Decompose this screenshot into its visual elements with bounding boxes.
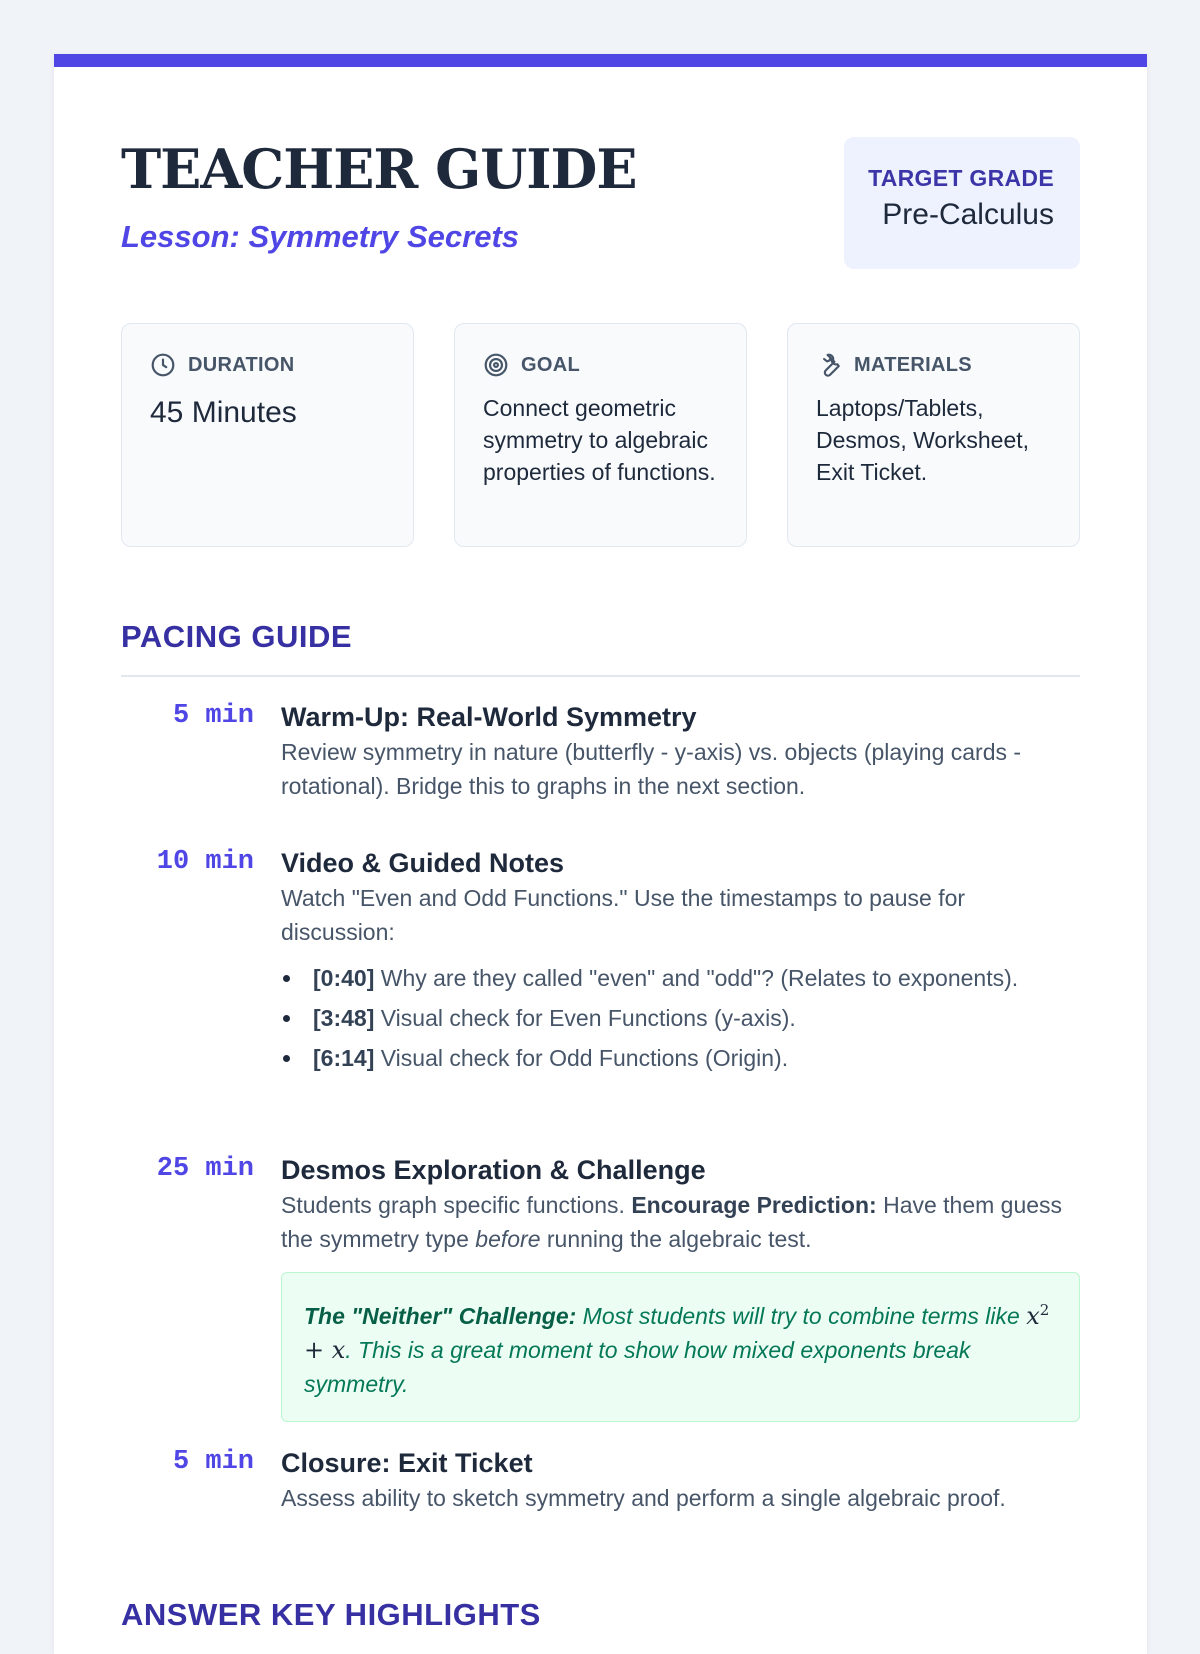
timestamp-list <box>281 961 1080 1075</box>
pacing-description: Review symmetry in nature (butterfly - y-axis) vs. objects (playing cards - rotational). Bridge this to graphs in the next section. <box>281 739 1022 799</box>
pacing-title: Closure: Exit Ticket <box>281 1448 533 1478</box>
answer-key-heading: ANSWER KEY HIGHLIGHTS <box>121 1597 541 1632</box>
goal-card <box>454 323 747 547</box>
pacing-description <box>281 1188 1080 1256</box>
goal-label: GOAL <box>521 353 580 376</box>
timestamp: [3:48] <box>313 1005 375 1031</box>
pacing-time: 25 min <box>156 1154 254 1184</box>
pacing-description: Assess ability to sketch symmetry and perform a single algebraic proof. <box>281 1485 1006 1511</box>
pacing-title: Desmos Exploration & Challenge <box>281 1155 706 1185</box>
desc-bold: Encourage Prediction: <box>631 1192 877 1218</box>
list-item <box>281 1041 1080 1075</box>
guide-header <box>121 137 1080 277</box>
duration-label: DURATION <box>188 353 295 376</box>
goal-value: Connect geometric symmetry to algebraic properties of functions. <box>483 395 716 485</box>
wrench-icon <box>816 352 842 378</box>
target-grade-value: Pre-Calculus <box>882 198 1054 231</box>
target-grade-label: TARGET GRADE <box>868 165 1054 191</box>
clock-icon <box>150 352 176 378</box>
pacing-guide-heading: PACING GUIDE <box>121 619 1080 677</box>
math-exponent: 2 <box>1039 1301 1050 1319</box>
lesson-info-cards <box>121 323 1080 547</box>
materials-card <box>787 323 1080 547</box>
timestamp-note: Why are they called "even" and "odd"? (Relates to exponents). <box>374 965 1019 991</box>
callout-text: . This is a great moment to show how mixed exponents break symmetry. <box>304 1337 971 1397</box>
duration-card <box>121 323 414 547</box>
pacing-description: Watch "Even and Odd Functions." Use the timestamps to pause for discussion: <box>281 885 966 945</box>
math-base: x <box>1026 1302 1040 1330</box>
pacing-title: Warm-Up: Real-World Symmetry <box>281 702 697 732</box>
list-item <box>281 961 1080 995</box>
target-icon <box>483 352 509 378</box>
timestamp-note: Visual check for Even Functions (y-axis). <box>374 1005 796 1031</box>
desc-text: Have them guess the symmetry type <box>281 1192 1063 1252</box>
duration-value: 45 Minutes <box>150 396 297 429</box>
pacing-title: Video & Guided Notes <box>281 848 565 878</box>
desc-text: Students graph specific functions. <box>281 1192 632 1218</box>
materials-label: MATERIALS <box>854 353 972 376</box>
list-item <box>281 1001 1080 1035</box>
page-title: TEACHER GUIDE <box>121 137 637 201</box>
timestamp-note: Visual check for Odd Functions (Origin). <box>374 1045 789 1071</box>
callout-text: Most students will try to combine terms like <box>576 1303 1027 1329</box>
math-rest: + x <box>304 1336 346 1364</box>
desc-emphasis: before <box>475 1226 541 1252</box>
teacher-guide-page <box>54 54 1147 1654</box>
pacing-time: 5 min <box>172 1447 254 1477</box>
desc-text: running the algebraic test. <box>540 1226 812 1252</box>
neither-challenge-callout <box>281 1272 1080 1422</box>
pacing-time: 10 min <box>156 847 254 877</box>
callout-heading: The "Neither" Challenge: <box>304 1303 577 1329</box>
timestamp: [0:40] <box>313 965 375 991</box>
pacing-time: 5 min <box>172 701 254 731</box>
lesson-subtitle: Lesson: Symmetry Secrets <box>121 219 520 254</box>
timestamp: [6:14] <box>313 1045 375 1071</box>
target-grade-badge <box>844 137 1080 269</box>
materials-value: Laptops/Tablets, Desmos, Worksheet, Exit Ticket. <box>816 395 1030 485</box>
